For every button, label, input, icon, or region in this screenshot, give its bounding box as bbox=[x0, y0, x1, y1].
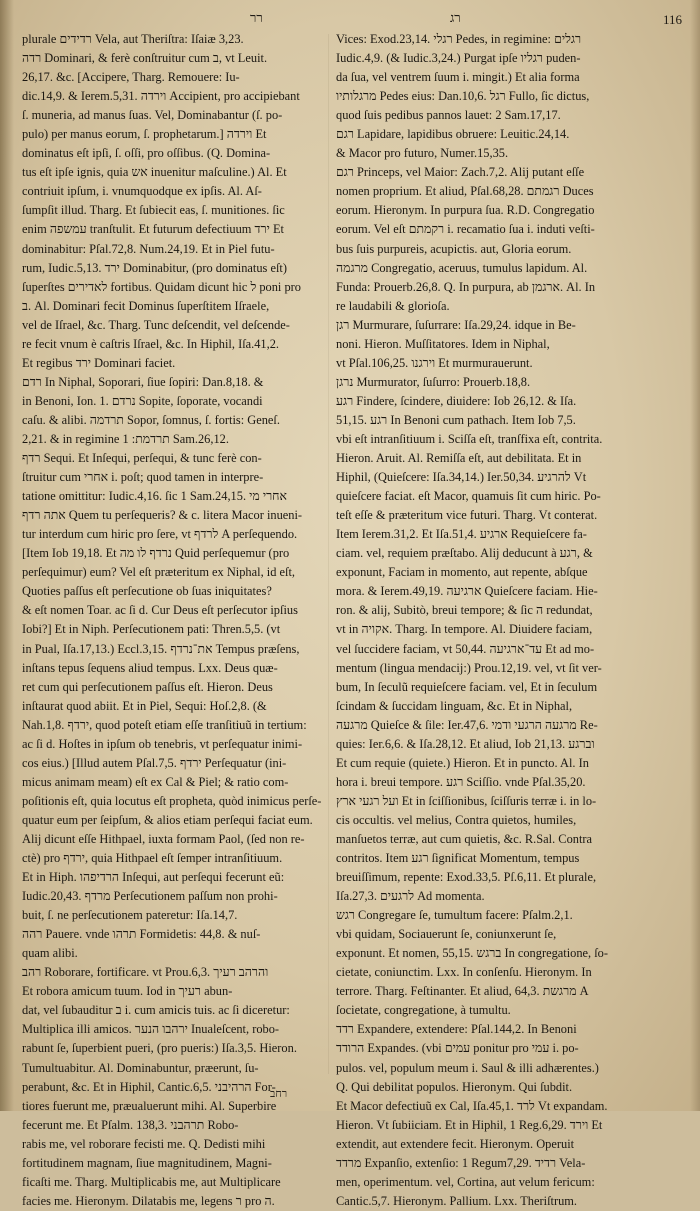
text-line: Multiplica illi amicos. ירהבו הנער Inualeſcent, robo- bbox=[22, 1022, 280, 1037]
text-line: Hiphil, (Quieſcere: Iſa.34,14.) Ier.50,34. להרגיע Vt bbox=[336, 470, 587, 485]
text-line: plurale רדידים Vela, aut Theriſtra: Iſaiæ 3,23. bbox=[22, 32, 244, 46]
text-line: poſitionis eſt, quia locutus eſt propheta, quòd inimicus perſe- bbox=[22, 793, 322, 808]
text-line: Tumultuabitur. Al. Dominabuntur, præerunt, ſu- bbox=[22, 1060, 259, 1075]
text-line: רהב Roborare, fortificare. vt Prou.6,3. והרהב רעיך bbox=[22, 965, 269, 980]
text-line: nomen proprium. Et aliud, Pſal.68,28. רגמתם Duces bbox=[336, 184, 594, 199]
text-line: Et in Hiph. הרדיפהו Inſequi, aut perſequi fecerunt eũ: bbox=[22, 870, 285, 885]
text-line: cis occultis. vel melius, Contra quietos, humiles, bbox=[336, 812, 577, 827]
text-line: רדף Sequi. Et Inſequi, perſequi, & tunc ferè con- bbox=[22, 451, 262, 466]
text-line: Hieron. Vt ſubiiciam. Et in Hiphil, 1 Reg.6,29. וירד Et bbox=[336, 1117, 603, 1132]
text-line: quatur eum per ſeipſum, & alios etiam perſequi faciat eum. bbox=[22, 812, 313, 827]
text-line: Et cum requie (quiete.) Hieron. Et in puncto. Al. In bbox=[336, 755, 589, 770]
running-head-right: רג bbox=[450, 10, 461, 25]
text-line: מרגלותיו Pedes eius: Dan.10,6. רגל Fullo, ſic dictus, bbox=[336, 89, 590, 104]
text-line: quod ſuis pedibus pannos lauet: 2 Sam.17,17. bbox=[336, 108, 561, 123]
text-line: מרגמה Congregatio, aceruus, tumulus lapidum. Al. bbox=[336, 260, 588, 275]
running-head-left: רר bbox=[250, 10, 263, 25]
text-line: teſt eſſe & præteritum vice futuri. Tharg. Vt conterat. bbox=[336, 508, 598, 523]
text-line: vt in אקויה. Tharg. In tempore. Al. Diuidere faciam, bbox=[336, 622, 593, 637]
text-line: extendit, aut extendere fecit. Hieronym. Operuit bbox=[336, 1136, 575, 1151]
text-line: Q. Qui debilitat populos. Hieronym. Qui ſubdit. bbox=[336, 1079, 573, 1094]
text-line: quies: Ier.6,6. & Iſa.28,12. Et aliud, Iob 21,13. וברגע bbox=[336, 736, 595, 751]
text-line: רגש Congregare ſe, tumultum facere: Pſalm.2,1. bbox=[336, 908, 573, 923]
text-line: mentum (lingua mendacij:) Prou.12,19. vel, vt ſit ver- bbox=[336, 660, 602, 675]
text-line: Item Ierem.31,2. Et Iſa.51,4. ארגיע Requieſcere fa- bbox=[336, 527, 587, 542]
text-line: tiores fuerunt me, præualuerunt mihi. Al. Superbire bbox=[22, 1098, 277, 1113]
text-line: micus animam meam) eſt ex Cal & Piel; & ratio com- bbox=[22, 774, 289, 789]
text-line: dic.14,9. & Ierem.5,31. וירדה Accipient, pro accipiebant bbox=[22, 89, 300, 104]
text-line: ciam. vel, requiem præſtabo. Alij deducunt à רגע, & bbox=[336, 546, 593, 561]
text-line: רדד Expandere, extendere: Pſal.144,2. In Benoni bbox=[336, 1022, 577, 1037]
text-line: נרגן Murmurator, ſuſurro: Prouerb.18,8. bbox=[336, 374, 531, 389]
text-line: Iobi?] Et in Niph. Perſecutionem pati: Thren.5,5. (vt bbox=[22, 622, 281, 637]
text-line: caſu. & alibi. תרדמה Sopor, ſomnus, ſ. fortis: Geneſ. bbox=[22, 412, 280, 427]
text-line: fecerunt me. Et Pſalm. 138,3. תרהבני Robo- bbox=[22, 1117, 239, 1132]
text-line: ועל רגעי ארץ Et in ſciſſionibus, ſciſſuris terræ i. in lo- bbox=[336, 793, 597, 808]
text-line: רדה Dominari, & ferè conſtruitur cum ב, vt Leuit. bbox=[22, 51, 268, 66]
text-line: contritos. Item רגע ſignificat Momentum, tempus bbox=[336, 851, 580, 866]
text-line: rabunt ſe, ſuperbient pueri, (pro pueris:) Iſa.3,5. Hieron. bbox=[22, 1041, 297, 1056]
text-line: dat, vel ſubauditur ב i. cum amicis tuis. ac ſi diceretur: bbox=[22, 1003, 290, 1018]
text-line: quieſcere faciat. eſt Macor, quamuis ſit cum hiric. Po- bbox=[336, 489, 601, 504]
catchword: רחב bbox=[270, 1088, 288, 1100]
text-line: in Benoni, Ion. 1. נרדם Sopite, ſoporate, vocandi bbox=[22, 393, 263, 408]
text-line: exponunt. Et nomen, 55,15. ברגש In congregatione, ſo- bbox=[336, 946, 609, 961]
text-line: vbi eſt intranſitiuum i. Sciſſa eſt, tranſfixa eſt, contrita. bbox=[336, 431, 603, 446]
text-line: & Macor pro futuro, Numer.15,35. bbox=[336, 146, 509, 161]
text-line: fortitudinem magnam, ſiue magnitudinem, Magni- bbox=[22, 1155, 272, 1170]
text-line: manſuetos terræ, aut cum quietis, &c. R.Sal. Contra bbox=[336, 831, 593, 846]
text-line: רהה Pauere. vnde תרהו Formidetis: 44,8. & nuſ- bbox=[22, 927, 261, 942]
text-line: אתה רדף Quem tu perſequeris? & c. litera Macor inueni- bbox=[22, 508, 303, 523]
right-text-column bbox=[336, 30, 664, 1208]
text-line: מרדד Expanſio, extenſio: 1 Regum7,29. רדיד Vela- bbox=[336, 1155, 586, 1170]
text-line: quam alibi. bbox=[22, 946, 78, 961]
text-line: Alij dicunt eſſe Hithpael, iuxta formam Paol, (ſed non re- bbox=[22, 831, 305, 846]
page-number: 116 bbox=[663, 12, 683, 27]
text-line: Et regibus ירד Dominari faciet. bbox=[22, 355, 176, 370]
binding-shadow bbox=[0, 0, 14, 1111]
text-line: facies me. Hieronym. Dilatabis me, legens ר pro ה. bbox=[22, 1193, 275, 1208]
text-line: ſumpſit illud. Tharg. Et ſubiecit eas, ſ. munitiones. ſic bbox=[22, 203, 285, 218]
text-line: ret cum qui perſecutionem paſſus eſt. Hieron. Deus bbox=[22, 679, 273, 694]
text-line: hora i. breui tempore. רגע Sciſſio. vnde Pſal.35,20. bbox=[336, 774, 586, 789]
text-line: הרודד Expandes. (vbi עמים ponitur pro עמי i. po- bbox=[336, 1041, 579, 1056]
text-line: dominabitur: Pſal.72,8. Num.24,19. Et in Piel futu- bbox=[22, 241, 275, 256]
text-line: enim עמשפה tranſtulit. Et futurum defectiuum ירד Et bbox=[22, 222, 284, 237]
text-line: vel de Iſrael, &c. Tharg. Tunc deſcendit, vel deſcende- bbox=[22, 317, 290, 332]
text-line: rum, Iudic.5,13. ירד Dominabitur, (pro dominatus eſt) bbox=[22, 260, 287, 275]
page-edge-shadow bbox=[690, 0, 700, 1111]
text-line: Iudic.20,43. מרדף Perſecutionem paſſum non prohi- bbox=[22, 889, 278, 904]
text-line: Nah.1,8. ירדף, quod poteſt etiam eſſe tranſitiuũ in tertium: bbox=[22, 717, 307, 732]
text-line: ב. Al. Dominari fecit Dominus ſuperſtitem Iſraele, bbox=[22, 298, 270, 313]
text-line: re fecit vnum è caſtris Iſrael, &c. In Hiphil, Iſa.41,2. bbox=[22, 336, 280, 351]
text-line: ron. & alij, Subitò, breui tempore; & ſic ה redundat, bbox=[336, 603, 593, 618]
text-line: [Item Iob 19,18. Et נרדף לו מה Quid perſequemur (pro bbox=[22, 546, 290, 561]
text-line: & eſt nomen Toar. ac ſi d. Cur Deus eſt perſecutor ipſius bbox=[22, 603, 298, 618]
text-line: ſ. muneria, ad manus ſuas. Vel, Dominabantur (ſ. po- bbox=[22, 108, 283, 123]
text-line: buit, ſ. ne perſecutionem pateretur: Iſa.14,7. bbox=[22, 908, 238, 923]
text-line: ctè) pro ירדף, quia Hithpael eſt ſemper intranſitiuum. bbox=[22, 851, 283, 866]
text-line: Quoties paſſus eſt perſecutione ob ſuas iniquitates? bbox=[22, 584, 272, 599]
text-line: רגן Murmurare, ſuſurrare: Iſa.29,24. idque in Be- bbox=[336, 317, 576, 332]
text-line: ſuperſtes לאדירים fortibus. Quidam dicunt hic ל poni pro bbox=[22, 279, 301, 294]
text-line: noni. Hieron. Muſſitatores. Idem in Niphal, bbox=[336, 336, 550, 351]
running-header bbox=[0, 6, 700, 32]
text-line: Vices: Exod.23,14. רגלי Pedes, in regimine: רגלים bbox=[336, 32, 582, 46]
text-line: rabis me, vel roborare fecisti me. Q. Dedisti mihi bbox=[22, 1136, 266, 1151]
text-line: bus ſuis purpureis, acupictis. aut, Gloria eorum. bbox=[336, 241, 572, 256]
text-line: eorum. Vel eſt רקמתם i. recamatio ſua i. induti veſti- bbox=[336, 222, 595, 237]
text-line: re laudabili & glorioſa. bbox=[336, 298, 450, 313]
text-line: pulo) per manus eorum, ſ. prophetarum.] וירדה Et bbox=[22, 127, 267, 142]
text-line: pulos. vel, populum meum i. Saul & illi adhærentes.) bbox=[336, 1060, 599, 1075]
text-line: eorum. Hieronym. In purpura ſua. R.D. Congregatio bbox=[336, 203, 595, 218]
text-line: ſcindam & ſuccidam linguam, &c. Et in Niphal, bbox=[336, 698, 573, 713]
text-line: men, operimentum. vel, Cortina, aut velum fericum: bbox=[336, 1174, 595, 1189]
text-line: Funda: Prouerb.26,8. Q. In purpura, ab ארגמן. Al. In bbox=[336, 279, 596, 294]
column-divider bbox=[328, 34, 329, 1074]
text-line: Et robora amicum tuum. Iod in רעיך abun- bbox=[22, 984, 233, 999]
text-line: cietate, coniunctim. Lxx. In conſenſu. Hieronym. In bbox=[336, 965, 592, 980]
text-line: רגם Lapidare, lapidibus obruere: Leuitic.24,14. bbox=[336, 127, 570, 142]
text-line: מרגעה Quieſce & ſile: Ier.47,6. מרגעה הרגעי ודמי Re- bbox=[336, 717, 598, 732]
text-line: inſtans tepus ſequens aliud tempus. Lxx. Deus quæ- bbox=[22, 660, 278, 675]
text-line: Cantic.5,7. Hieronym. Pallium. Lxx. Theriſtrum. bbox=[336, 1193, 578, 1208]
text-line: exponunt, Faciam in momento, aut repente, abſque bbox=[336, 565, 588, 580]
text-line: perabunt, &c. Et in Hiphil, Cantic.6,5. הרהיבני For- bbox=[22, 1079, 276, 1094]
text-line: רגע Findere, ſcindere, diuidere: Iob 26,12. & Iſa. bbox=[336, 393, 577, 408]
text-line: contriuit ipſum, i. vnumquodque ex ipſis. Al. Aſ- bbox=[22, 184, 262, 199]
text-line: רגם Princeps, vel Maior: Zach.7,2. Alij putant eſſe bbox=[336, 165, 585, 180]
text-line: da ſua, vel ventrem ſuum i. mingit.) Et alia forma bbox=[336, 70, 580, 85]
text-line: terrore. Tharg. Feſtinanter. Et aliud, 64,3. מרגשת A bbox=[336, 984, 589, 999]
text-line: Iſa.27,3. לרגעים Ad momenta. bbox=[336, 889, 485, 904]
text-line: tus eſt ipſe ignis, quia אש inuenitur maſculine.) Al. Et bbox=[22, 165, 287, 180]
text-line: ac ſi d. Hoſtes in ipſum ob tenebris, vt perſequatur inimi- bbox=[22, 736, 303, 751]
text-line: cos eius.) [Illud autem Pſal.7,5. ירדף Perſequatur (ini- bbox=[22, 755, 287, 770]
text-line: 26,17. &c. [Accipere, Tharg. Remouere: Iu- bbox=[22, 70, 240, 85]
text-line: רדם In Niphal, Soporari, ſiue ſopiri: Dan.8,18. & bbox=[22, 374, 264, 389]
text-line: dominatus eſt ipſi, ſ. oſſi, pro oſſibus. (Q. Domina- bbox=[22, 146, 271, 161]
text-line: ſocietate, congregatione, à tumultu. bbox=[336, 1003, 511, 1018]
text-line: inſtaurat quod abiit. Et in Piel, Sequi: Hoſ.2,8. (& bbox=[22, 698, 267, 713]
text-line: vt Pſal.106,25. וירגנו Et murmurauerunt. bbox=[336, 355, 533, 370]
text-line: perſequimur) eum? Vel eſt præteritum ex Niphal, id eſt, bbox=[22, 565, 295, 580]
text-line: breuiſſimum, repente: Exod.33,5. Pſ.6,11. Et plurale, bbox=[336, 870, 597, 885]
text-line: tatione omittitur: Iudic.4,16. ſic 1 Sam.24,15. אחרי מי bbox=[22, 489, 287, 504]
text-line: Hieron. Aruit. Al. Remiſſa eſt, aut debilitata. Et in bbox=[336, 451, 582, 466]
text-line: ſtruitur cum אחרי i. poſt; quod tamen in interpre- bbox=[22, 470, 264, 485]
text-line: 2,21. & in regimine תרדמת: 1 Sam.26,12. bbox=[22, 431, 229, 446]
text-line: bum, In ſeculũ requieſcere faciam. vel, Et in ſeculum bbox=[336, 679, 598, 694]
text-line: 51,15. רגע In Benoni cum pathach. Item Iob 7,5. bbox=[336, 412, 576, 427]
text-line: ficaſti me. Tharg. Multiplicabis me, aut Multiplicare bbox=[22, 1174, 281, 1189]
text-line: Et Macor defectiuũ ex Cal, Iſa.45,1. לרד Vt expandam. bbox=[336, 1098, 608, 1113]
text-line: tur interdum cum hiric pro ſere, vt לרדף A perſequendo. bbox=[22, 527, 298, 542]
text-line: vbi quidam, Sociauerunt ſe, coniunxerunt ſe, bbox=[336, 927, 557, 942]
text-line: Iudic.4,9. (& Iudic.3,24.) Purgat ipſe רגליו puden- bbox=[336, 51, 581, 66]
text-line: in Pual, Iſa.17,13.) Eccl.3,15. את־נרדף Tempus præſens, bbox=[22, 641, 300, 656]
text-line: mora. & Ierem.49,19. ארגיעה Quieſcere faciam. Hie- bbox=[336, 584, 598, 599]
text-line: vel ſuccidere faciam, vt 50,44. עד־ארגיעה Et ad mo- bbox=[336, 641, 595, 656]
